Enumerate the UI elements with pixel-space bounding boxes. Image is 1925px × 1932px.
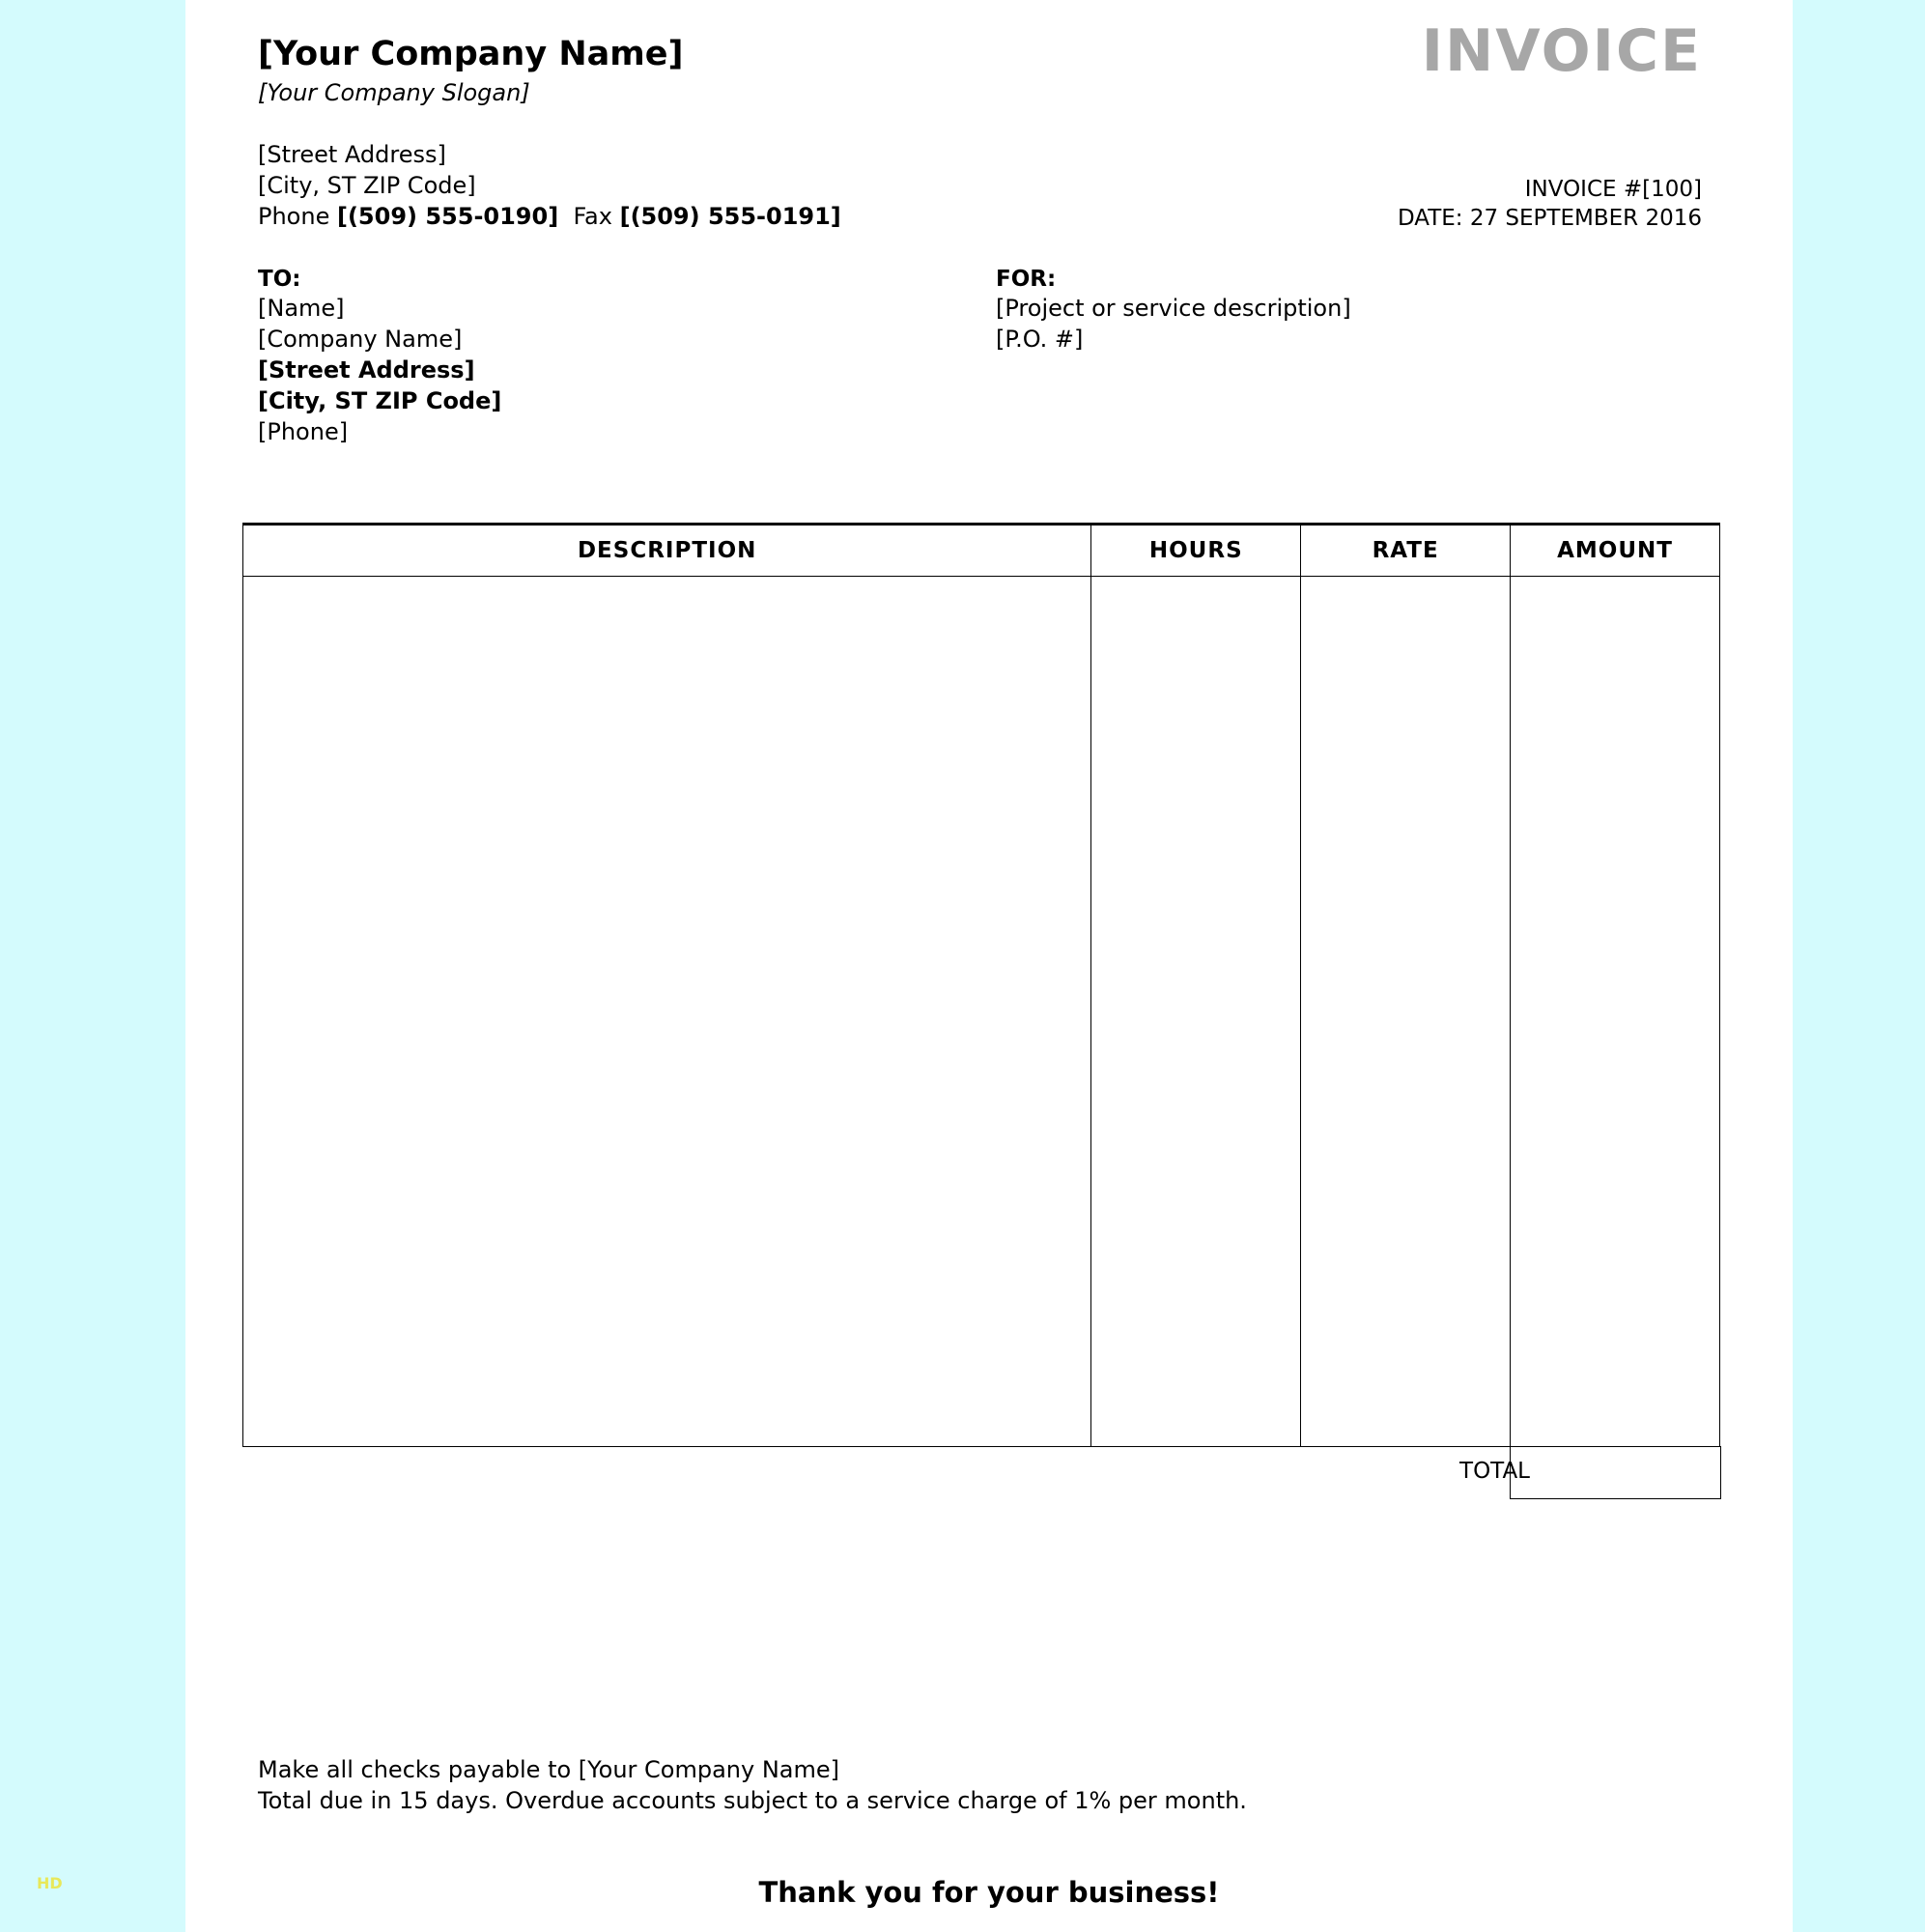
rate-cell[interactable]: [1301, 577, 1511, 1447]
to-phone: [Phone]: [258, 418, 349, 445]
to-company: [Company Name]: [258, 326, 463, 353]
table-row: [243, 577, 1720, 1447]
total-value-box[interactable]: [1510, 1446, 1721, 1499]
phone-number: [(509) 555-0190]: [336, 203, 559, 230]
header-rate: RATE: [1301, 525, 1511, 577]
company-slogan: [Your Company Slogan]: [258, 79, 530, 106]
header-hours: HOURS: [1091, 525, 1301, 577]
fax-label: Fax: [573, 203, 612, 230]
total-label: TOTAL: [1459, 1459, 1530, 1484]
invoice-number: INVOICE #[100]: [1524, 177, 1702, 202]
invoice-title: INVOICE: [1421, 17, 1702, 85]
watermark-logo: HD: [37, 1874, 63, 1892]
header-amount: AMOUNT: [1511, 525, 1720, 577]
to-city: [City, ST ZIP Code]: [258, 387, 502, 414]
to-label: TO:: [258, 267, 301, 292]
company-contact: [258, 203, 841, 230]
for-description: [Project or service description]: [996, 295, 1351, 322]
payment-terms-note: Total due in 15 days. Overdue accounts subject to a service charge of 1% per month.: [258, 1787, 1247, 1814]
amount-cell[interactable]: [1511, 577, 1720, 1447]
table-header-row: [243, 525, 1720, 577]
invoice-sheet: [185, 0, 1793, 1932]
hours-cell[interactable]: [1091, 577, 1301, 1447]
header-description: DESCRIPTION: [243, 525, 1091, 577]
to-name: [Name]: [258, 295, 345, 322]
phone-label: Phone: [258, 203, 330, 230]
company-street: [Street Address]: [258, 141, 446, 168]
company-city: [City, ST ZIP Code]: [258, 172, 476, 199]
to-street: [Street Address]: [258, 356, 475, 384]
for-po: [P.O. #]: [996, 326, 1084, 353]
line-items-table: [242, 523, 1720, 1447]
company-name: [Your Company Name]: [258, 35, 684, 73]
fax-number: [(509) 555-0191]: [619, 203, 841, 230]
checks-payable-note: Make all checks payable to [Your Company Name]: [258, 1756, 839, 1783]
for-label: FOR:: [996, 267, 1057, 292]
description-cell[interactable]: [243, 577, 1091, 1447]
invoice-date: DATE: 27 SEPTEMBER 2016: [1397, 206, 1702, 231]
thank-you-message: Thank you for your business!: [758, 1876, 1220, 1909]
